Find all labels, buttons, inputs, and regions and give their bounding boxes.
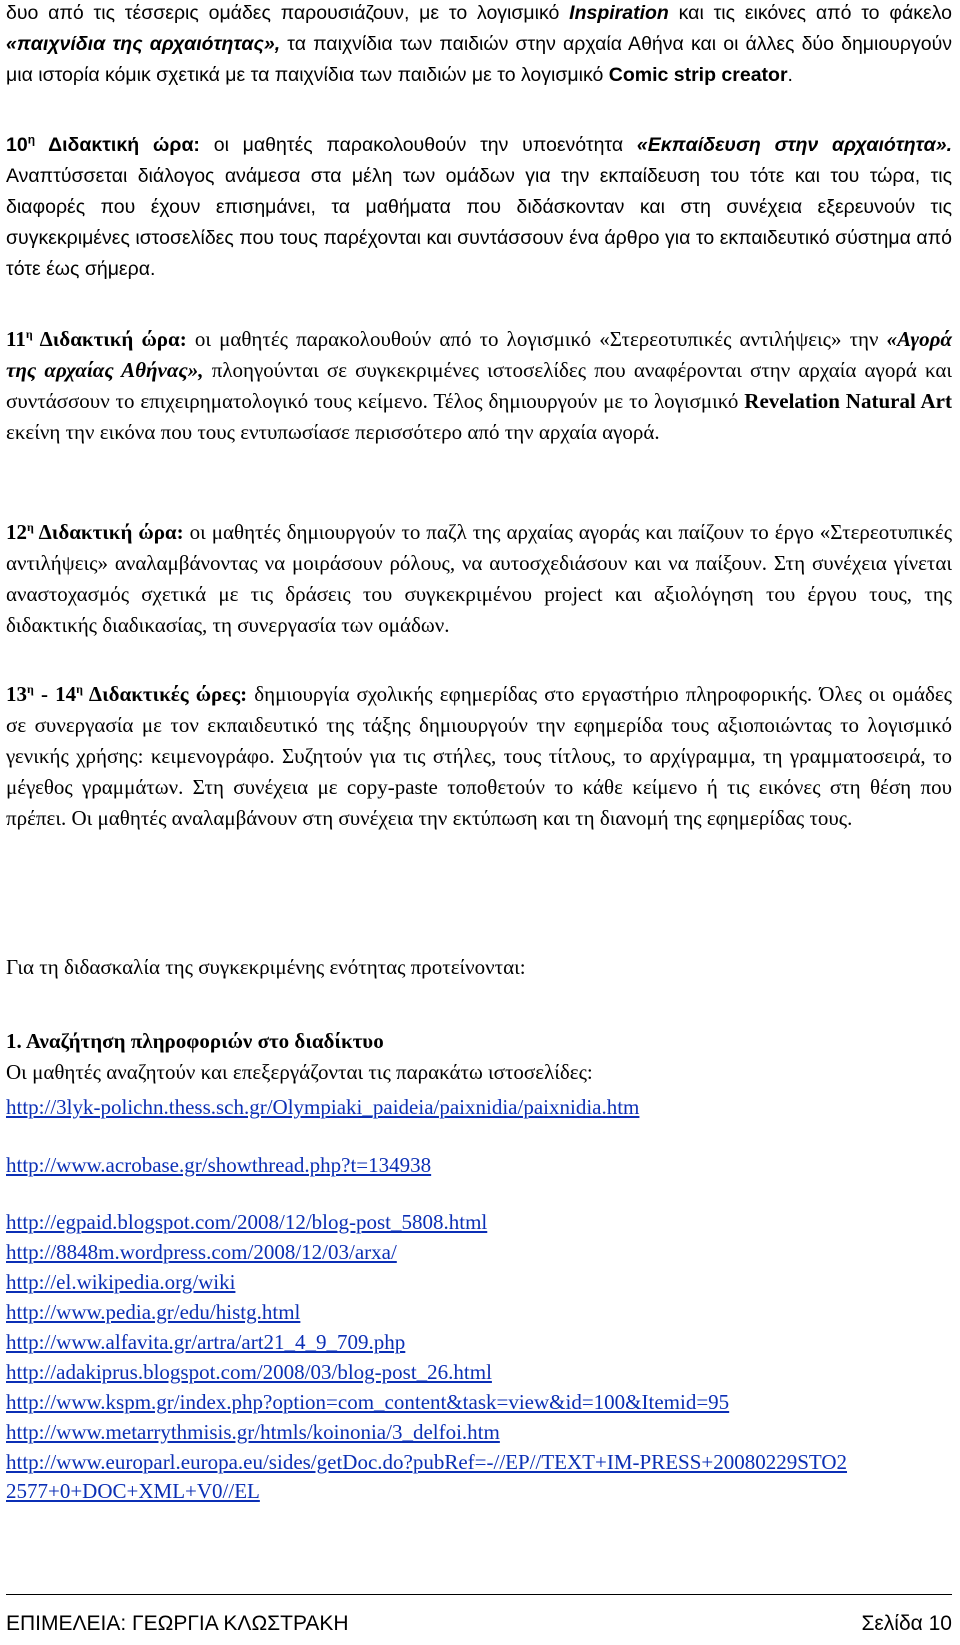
software-name-inspiration: Inspiration <box>569 2 669 24</box>
link-8[interactable]: http://adakiprus.blogspot.com/2008/03/blog-post_26.html <box>6 1360 492 1384</box>
link-1[interactable]: http://3lyk-polichn.thess.sch.gr/Olympiaki_paideia/paixnidia/paixnidia.htm <box>6 1095 640 1119</box>
footer-divider <box>6 1594 952 1595</box>
lesson-11-text-3: εκείνη την εικόνα που τους εντυπωσίασε περισσότερο από την αρχαία αγορά. <box>6 420 660 444</box>
ordinal-suffix: η <box>25 327 33 341</box>
lesson-10-text-2: Αναπτύσσεται διάλογος ανάμεσα στα μέλη των ομάδων για την εκπαίδευση του τότε και του τώρα, τις διαφορές που έχουν επισημάνει, τα μαθήματα που διδάσκονταν και στη συνέχεια εξερευνούν τις συγκεκριμένες ιστοσελίδες που τους παρέχονται και συντάσσουν ένα άρθρο για το εκπαιδευτικό σύστημα από τότε έως σήμερα. <box>6 165 952 280</box>
link-10[interactable]: http://www.metarrythmisis.gr/htmls/koinonia/3_delfoi.htm <box>6 1420 500 1444</box>
folder-name: «παιχνίδια της αρχαιότητας», <box>6 33 281 55</box>
intro-paragraph <box>6 0 952 91</box>
intro-text-2: και τις εικόνες από το φάκελο <box>668 2 952 24</box>
lesson-13-number: 13 <box>6 682 27 706</box>
footer-author: ΕΠΙΜΕΛΕΙΑ: ΓΕΩΡΓΙΑ ΚΛΩΣΤΡΑΚΗ <box>6 1612 349 1635</box>
link-9[interactable]: http://www.kspm.gr/index.php?option=com_content&task=view&id=100&Itemid=95 <box>6 1390 730 1414</box>
link-5[interactable]: http://el.wikipedia.org/wiki <box>6 1270 236 1294</box>
lesson-11-paragraph <box>6 324 952 448</box>
link-3[interactable]: http://egpaid.blogspot.com/2008/12/blog-post_5808.html <box>6 1210 488 1234</box>
section-1-intro: Οι μαθητές αναζητούν και επεξεργάζονται τις παρακάτω ιστοσελίδες: <box>6 1060 593 1084</box>
proposals-intro: Για τη διδασκαλία της συγκεκριμένης ενότητας προτείνονται: <box>6 955 526 979</box>
software-name-revelation: Revelation Natural Art <box>744 389 952 413</box>
lesson-13-14-heading: Διδακτικές ώρες: <box>82 682 248 706</box>
lesson-12-number: 12 <box>6 520 27 544</box>
lesson-11-text-1: οι μαθητές παρακολουθούν από το λογισμικό «Στερεοτυπικές αντιλήψεις» την <box>186 327 887 351</box>
lesson-12-paragraph <box>6 517 952 641</box>
lesson-11-heading: Διδακτική ώρα: <box>32 327 187 351</box>
lesson-14-number: 14 <box>55 682 77 706</box>
section-1-title: 1. Αναζήτηση πληροφοριών στο διαδίκτυο <box>6 1029 384 1053</box>
lesson-10-heading: Διδακτική ώρα: <box>35 134 200 156</box>
link-7[interactable]: http://www.alfavita.gr/artra/art21_4_9_709.php <box>6 1330 406 1354</box>
link-11[interactable]: http://www.europarl.europa.eu/sides/getDoc.do?pubRef=-//EP//TEXT+IM-PRESS+20080229STO22577+0+DOC+XML+V0//EL <box>6 1450 848 1503</box>
lesson-10-text-1: οι μαθητές παρακολουθούν την υποενότητα <box>199 134 637 156</box>
range-dash: - <box>33 682 56 706</box>
lesson-10-number: 10 <box>6 134 28 156</box>
software-name-comic: Comic strip creator <box>608 64 788 86</box>
lesson-12-heading: Διδακτική ώρα: <box>33 520 184 544</box>
page-number: Σελίδα 10 <box>861 1612 952 1635</box>
lesson-11-subunit: «Αγορά της αρχαίας Αθήνας», <box>6 327 953 382</box>
lesson-11-text-2: πλοηγούνται σε συγκεκριμένες ιστοσελίδες που αναφέρονται στην αρχαία αγορά και συντάσσουν το επιχειρηματολογικό τους κείμενο. Τέλος δημιουργούν με το λογισμικό <box>6 358 953 413</box>
link-4[interactable]: http://8848m.wordpress.com/2008/12/03/arxa/ <box>6 1240 397 1264</box>
link-6[interactable]: http://www.pedia.gr/edu/histg.html <box>6 1300 301 1324</box>
intro-text-3: τα παιχνίδια των παιδιών στην αρχαία Αθήνα και οι άλλες δύο δημιουργούν μια ιστορία κόμικ σχετικά με τα παιχνίδια των παιδιών με το λογισμικό <box>6 33 952 86</box>
lesson-12-text: οι μαθητές δημιουργούν το παζλ της αρχαίας αγοράς και παίζουν το έργο «Στερεοτυπικές αντιλήψεις» αναλαμβάνοντας να μοιράσουν ρόλους, να αυτοσχεδιάσουν και να παίξουν. Στη συνέχεια γίνεται αναστοχασμός σχετικά με τις δράσεις του συγκεκριμένου project και αξιολόγηση του έργου τους, της διδακτικής διαδικασίας, τη συνεργασία των ομάδων. <box>6 520 953 637</box>
ordinal-suffix: η <box>27 520 34 534</box>
lesson-10-paragraph <box>6 130 952 285</box>
lesson-13-14-text: δημιουργία σχολικής εφημερίδας στο εργαστήριο πληροφορικής. Όλες οι ομάδες σε συνεργασία με τον εκπαιδευτικό της τάξης δημιουργούν την εφημερίδα τους αξιοποιώντας το λογισμικό γενικής χρήσης: κειμενογράφο. Συζητούν για τις στήλες, τους τίτλους, το αρχίγραμμα, τη γραμματοσειρά, το μέγεθος γραμμάτων. Στη συνέχεια με copy-paste τοποθετούν το κάθε κείμενο ή τις εικόνες στη θέση που πρέπει. Οι μαθητές αναλαμβάνουν στη συνέχεια την εκτύπωση και τη διανομή της εφημερίδας τους. <box>6 682 952 830</box>
link-2[interactable]: http://www.acrobase.gr/showthread.php?t=134938 <box>6 1153 432 1177</box>
lesson-11-number: 11 <box>6 327 26 351</box>
intro-text-4: . <box>787 64 793 86</box>
intro-text-1: δυο από τις τέσσερις ομάδες παρουσιάζουν, με το λογισμικό <box>6 2 570 24</box>
ordinal-suffix: η <box>27 682 34 696</box>
lesson-10-subunit: «Εκπαίδευση στην αρχαιότητα». <box>636 134 952 156</box>
lesson-13-14-paragraph <box>6 679 952 834</box>
ordinal-suffix: η <box>27 132 36 147</box>
ordinal-suffix: η <box>76 682 83 696</box>
